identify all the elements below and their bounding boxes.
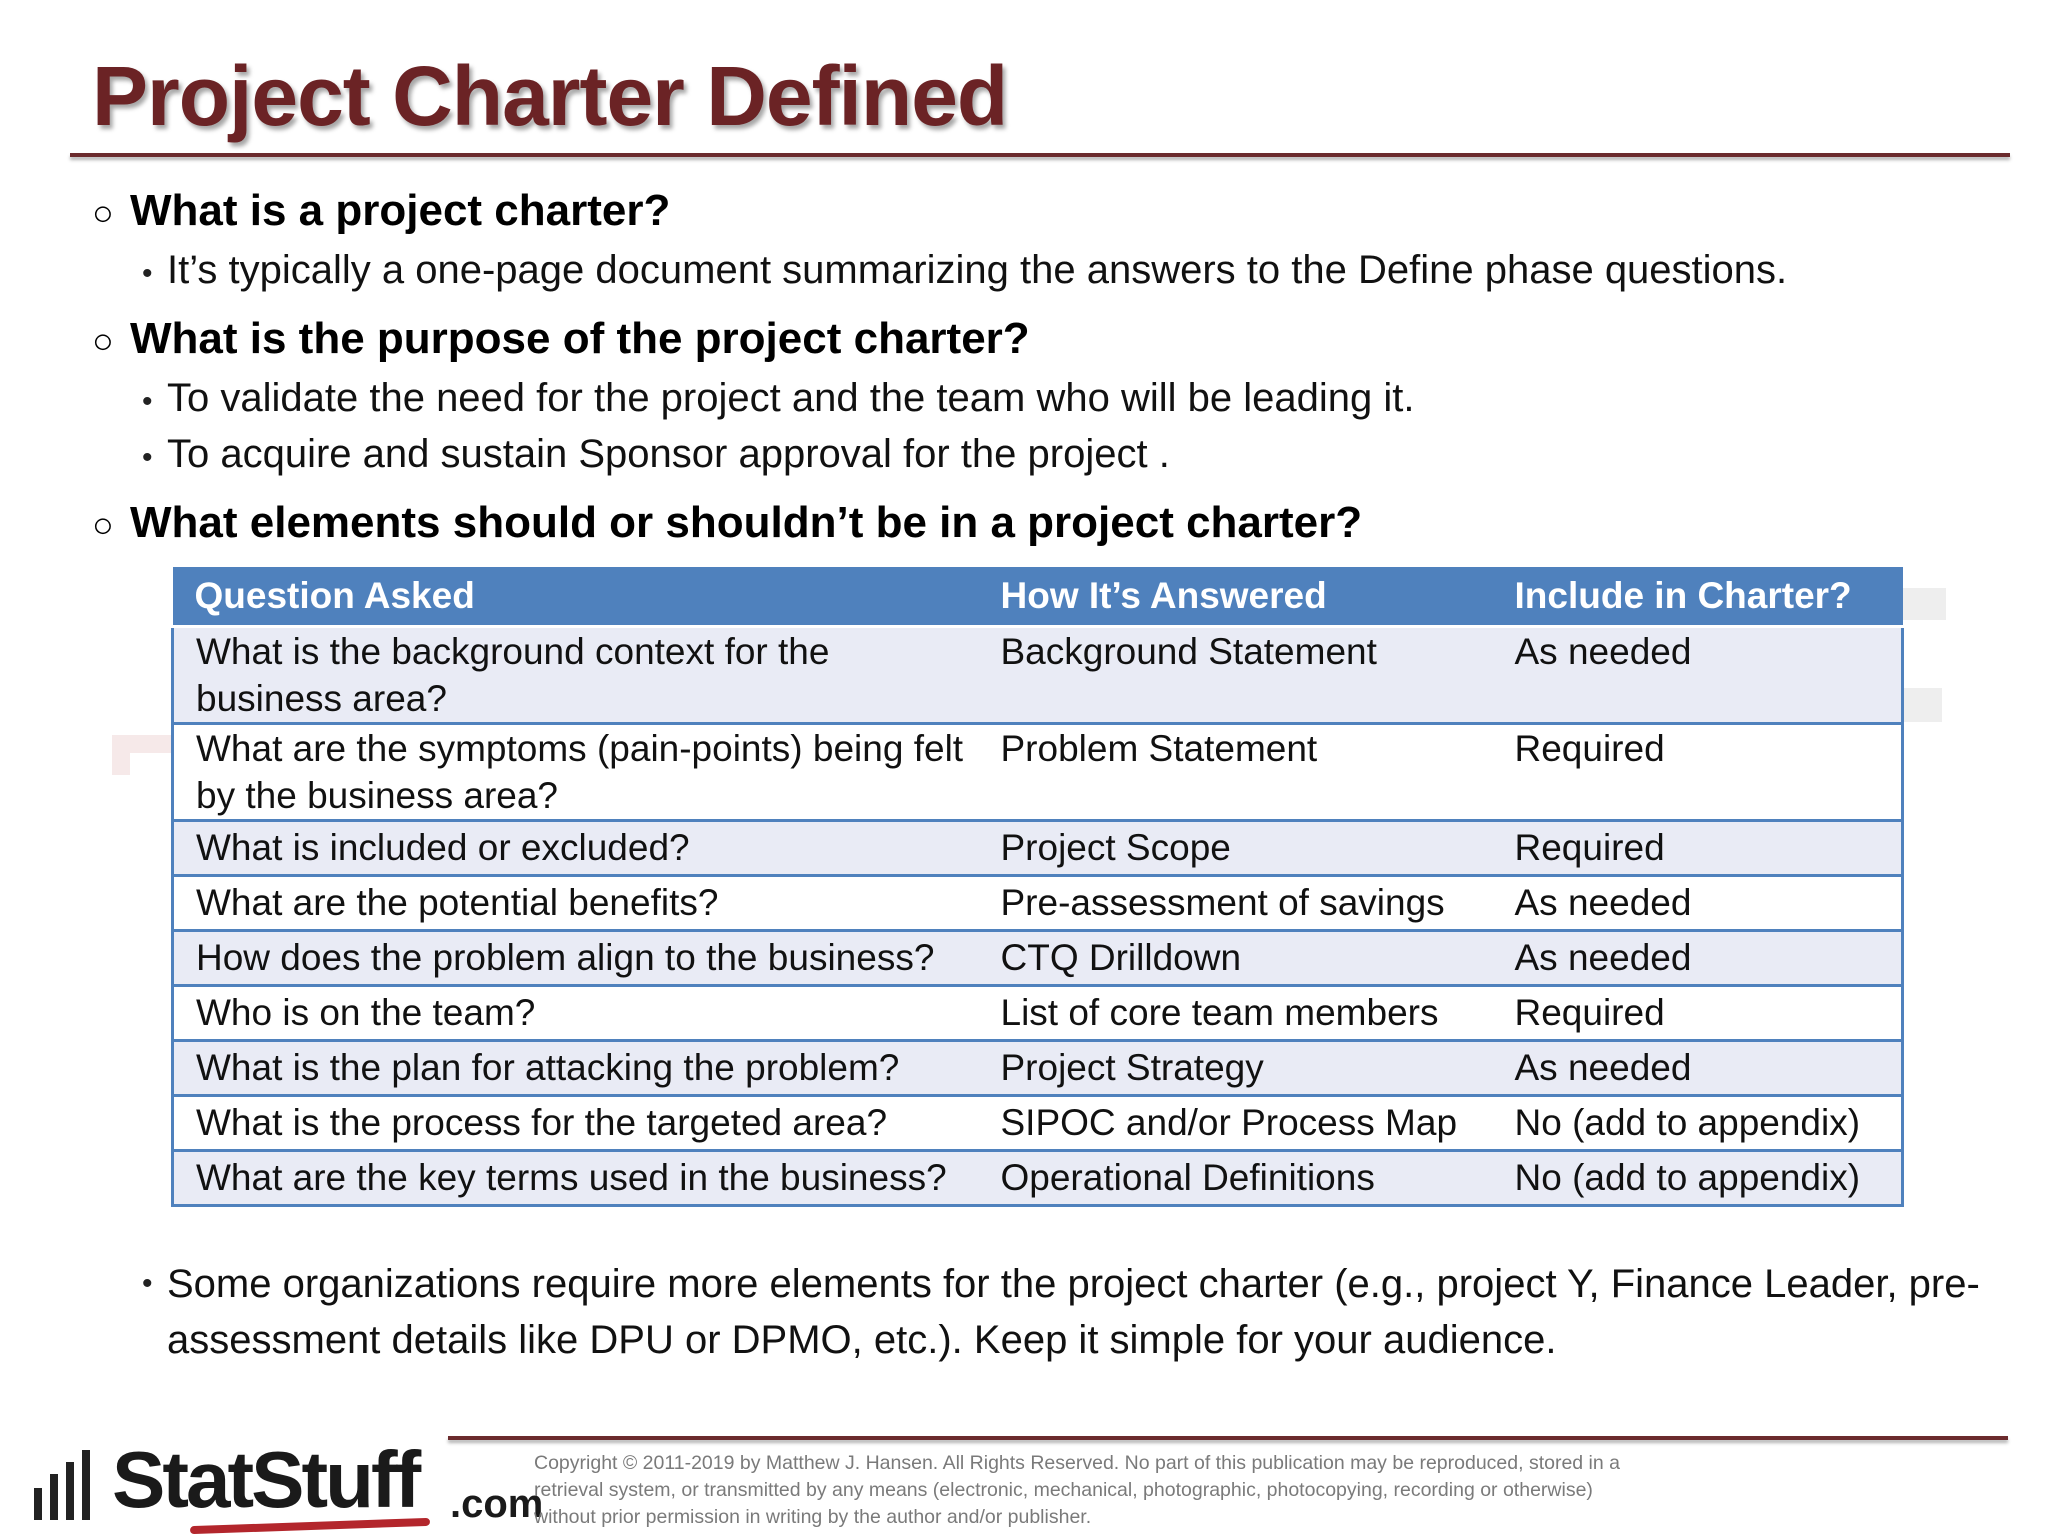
table-row xyxy=(173,627,1903,724)
slide-title: Project Charter Defined xyxy=(92,49,1008,143)
answer-cell: Background Statement xyxy=(979,627,1493,724)
question-cell: What is included or excluded? xyxy=(173,821,979,876)
logo-wordmark: StatStuff xyxy=(112,1435,419,1524)
answer-cell: SIPOC and/or Process Map xyxy=(979,1096,1493,1151)
include-cell: Required xyxy=(1493,821,1903,876)
column-header: How It’s Answered xyxy=(979,567,1493,627)
question-cell: How does the problem align to the business? xyxy=(173,931,979,986)
question-cell: What are the potential benefits? xyxy=(173,876,979,931)
table-row xyxy=(173,986,1903,1041)
question-cell: What is the process for the targeted area? xyxy=(173,1096,979,1151)
title-divider xyxy=(70,153,2010,157)
answer-cell: Problem Statement xyxy=(979,724,1493,821)
table-header-row xyxy=(173,567,1903,627)
bullet-text: To validate the need for the project and the team who will be leading it. xyxy=(167,376,1415,420)
watermark-fragment xyxy=(1902,688,1942,722)
column-header: Include in Charter? xyxy=(1493,567,1903,627)
bullet-dot-icon: • xyxy=(142,385,153,418)
include-cell: As needed xyxy=(1493,876,1903,931)
bullet-dot-icon: • xyxy=(142,1267,153,1300)
bullet-item xyxy=(142,432,1170,477)
include-cell: No (add to appendix) xyxy=(1493,1096,1903,1151)
statstuff-logo xyxy=(30,1432,544,1536)
answer-cell: CTQ Drilldown xyxy=(979,931,1493,986)
question-text: What is a project charter? xyxy=(130,186,671,235)
table-row xyxy=(173,1151,1903,1206)
include-cell: As needed xyxy=(1493,931,1903,986)
question-text: What is the purpose of the project charter? xyxy=(130,314,1030,363)
table-row xyxy=(173,724,1903,821)
copyright-notice: Copyright © 2011-2019 by Matthew J. Hansen. All Rights Reserved. No part of this publication may be reproduced, stored in a retrieval system, or transmitted by any means (electronic, mechanical, photographic, photocopying, recording or otherwise) without prior permission in writing by the author and/or publisher. xyxy=(534,1452,1621,1528)
include-cell: No (add to appendix) xyxy=(1493,1151,1903,1206)
include-cell: Required xyxy=(1493,724,1903,821)
bullet-text: It’s typically a one-page document summarizing the answers to the Define phase questions. xyxy=(167,248,1788,292)
watermark-fragment xyxy=(112,735,130,775)
question-text: What elements should or shouldn’t be in a project charter? xyxy=(130,498,1363,547)
table-row xyxy=(173,1041,1903,1096)
table-row xyxy=(173,931,1903,986)
bullet-item xyxy=(142,376,1414,421)
bullet-dot-icon: • xyxy=(142,257,153,290)
note-text: Some organizations require more elements for the project charter (e.g., project Y, Finance Leader, pre-assessment details like DPU or DPMO, etc.). Keep it simple for your audience. xyxy=(167,1262,1980,1362)
logo-suffix: .com xyxy=(450,1482,544,1526)
footer-divider xyxy=(448,1436,2008,1440)
answer-cell: List of core team members xyxy=(979,986,1493,1041)
charter-elements-table xyxy=(171,567,1904,1207)
answer-cell: Project Strategy xyxy=(979,1041,1493,1096)
question-cell: Who is on the team? xyxy=(173,986,979,1041)
question-heading xyxy=(92,314,1030,364)
question-cell: What are the key terms used in the business? xyxy=(173,1151,979,1206)
bullet-item xyxy=(142,1256,2002,1368)
question-heading xyxy=(92,186,670,236)
question-cell: What are the symptoms (pain-points) being felt by the business area? xyxy=(173,724,979,821)
circle-bullet-icon: ○ xyxy=(92,192,114,233)
include-cell: Required xyxy=(1493,986,1903,1041)
bullet-item xyxy=(142,248,1787,293)
bar-chart-icon xyxy=(30,1450,110,1520)
answer-cell: Project Scope xyxy=(979,821,1493,876)
table-row xyxy=(173,821,1903,876)
table-row xyxy=(173,1096,1903,1151)
question-cell: What is the background context for the business area? xyxy=(173,627,979,724)
bullet-text: To acquire and sustain Sponsor approval for the project . xyxy=(167,432,1170,476)
circle-bullet-icon: ○ xyxy=(92,504,114,545)
answer-cell: Pre-assessment of savings xyxy=(979,876,1493,931)
column-header: Question Asked xyxy=(173,567,979,627)
table-row xyxy=(173,876,1903,931)
watermark-fragment xyxy=(1902,588,1946,620)
question-heading xyxy=(92,498,1362,548)
bullet-dot-icon: • xyxy=(142,441,153,474)
question-cell: What is the plan for attacking the problem? xyxy=(173,1041,979,1096)
include-cell: As needed xyxy=(1493,1041,1903,1096)
include-cell: As needed xyxy=(1493,627,1903,724)
circle-bullet-icon: ○ xyxy=(92,320,114,361)
answer-cell: Operational Definitions xyxy=(979,1151,1493,1206)
